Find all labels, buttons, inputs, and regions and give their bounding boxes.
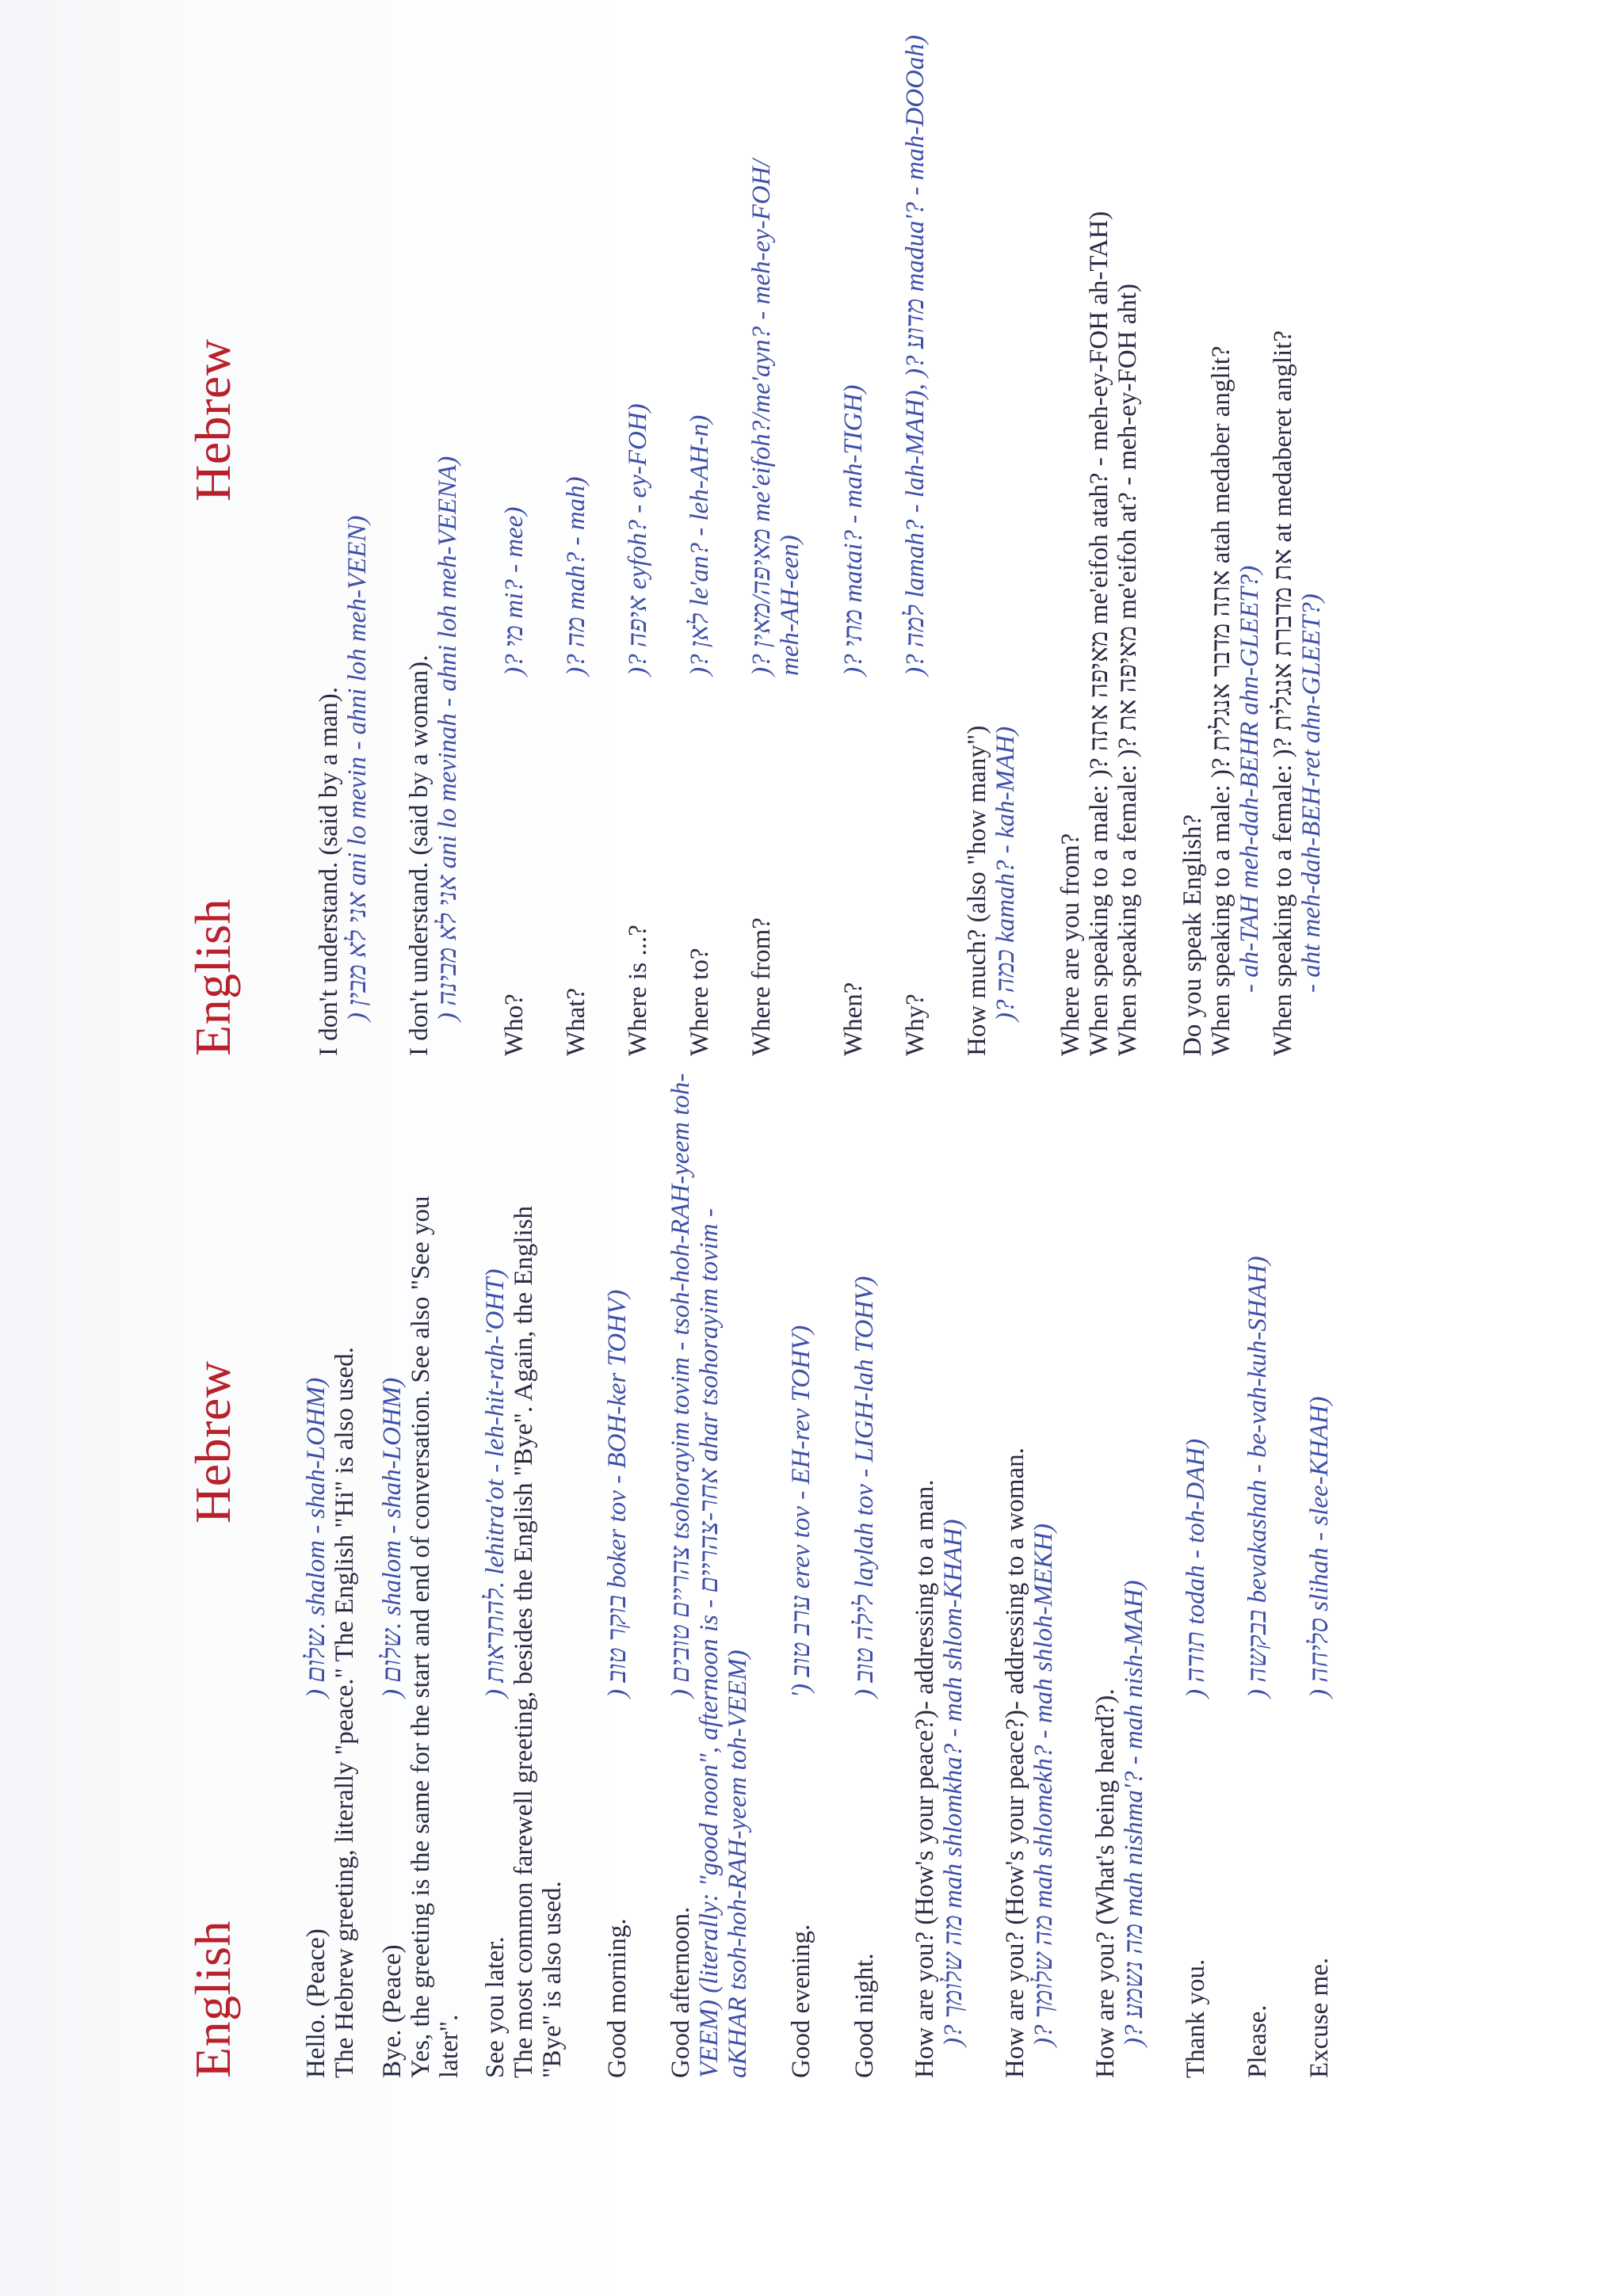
hebrew-phrase: - ah-TAH meh-dah-BEHR ahn-GLEET?) (1235, 565, 1264, 993)
hebrew-phrase: )? מי mi? - mee) (500, 506, 529, 676)
english-phrase: Where to? (685, 948, 714, 1056)
phrase-column-right (0, 35, 1623, 1056)
phrase-row (850, 1276, 880, 2078)
hebrew-phrase: ) להתראות. lehitra'ot - leh-hit-rah-'OHT) (481, 1268, 510, 1698)
hebrew-phrase: ') ערב טוב erev tov - EH-rev TOHV) (787, 1325, 815, 1698)
english-phrase: Why? (901, 994, 930, 1056)
phrase-row (685, 414, 715, 1057)
hebrew-phrase: )? מה שלומך mah shlomkha? - mah shlom-KHAH) (939, 1519, 968, 2046)
phrase-note: "Bye" is also used. (538, 1881, 567, 2078)
phrase-row (561, 476, 591, 1056)
hebrew-phrase: )? לאן le'an? - leh-AH-n) (685, 414, 714, 676)
hebrew-phrase: ) לילה טוב laylah tov - LIGH-lah TOHV) (850, 1276, 879, 1698)
hebrew-phrase: )? מתי matai? - mah-TIGH) (839, 384, 868, 676)
hebrew-phrase: )? מה נשמע mah nishma'? - mah nish-MAH) (1120, 1580, 1148, 2046)
phrase-row (602, 1289, 632, 2078)
hebrew-phrase: )? מה mah? - mah) (562, 476, 590, 676)
phrase-note: aKHAR tsoh-hoh-RAH-yeem toh-VEEM) (724, 1650, 752, 2078)
phrase-row (838, 384, 869, 1056)
phrase-note: When speaking to a female: )? את מדברת אנגלית at medaberet anglit? (1269, 330, 1297, 1056)
hebrew-phrase: )? מה שלומך mah shlomekh? - mah shloh-MEKH) (1029, 1524, 1058, 2046)
phrase-row (1304, 1396, 1335, 2078)
english-phrase: Excuse me. (1305, 1957, 1334, 2078)
phrase-note: later". (435, 2014, 464, 2078)
phrase-note: How are you? (How's your peace?)- addressing to a woman. (1001, 1447, 1029, 2078)
english-phrase: Good afternoon. (666, 1906, 695, 2078)
heading-hebrew-right: Hebrew (185, 338, 241, 502)
hebrew-phrase: ) סליחה slihah - slee-KHAH) (1305, 1396, 1334, 1698)
phrase-row (480, 1268, 510, 2078)
english-phrase: Where is ...? (624, 925, 652, 1056)
heading-hebrew-left: Hebrew (185, 1360, 241, 1524)
phrase-note: When speaking to a male: )? מאיפה אתה me'eifoh atah? - meh-ey-FOH ah-TAH) (1085, 211, 1113, 1056)
phrase-note: I don't understand. (said by a woman). (405, 654, 433, 1056)
phrase-note: Yes, the greeting is the same for the start and end of conversation. See also "See you (407, 1196, 435, 2078)
phrase-row (1181, 1438, 1211, 2078)
phrase-note: How are you? (How's your peace?)- addressing to a man. (911, 1479, 939, 2078)
phrase-note: When speaking to a male: )? אתה מדבר אנגלית atah medaber anglit? (1207, 345, 1235, 1056)
phrase-row (301, 1377, 331, 2078)
phrase-note: How much? (also "how many") (963, 725, 991, 1056)
hebrew-phrase: ) שלום. shalom - shah-LOHM) (302, 1377, 330, 1698)
hebrew-phrase: )? למה lamah? - lah-MAH), )? מדוע madua'? - mah-DOOah) (901, 35, 930, 676)
english-phrase: Please. (1243, 2004, 1272, 2078)
phrase-row (747, 159, 777, 1056)
phrase-row (499, 506, 529, 1056)
english-phrase: Where from? (747, 917, 776, 1056)
phrase-row (1243, 1256, 1273, 2078)
phrase-note: The Hebrew greeting, literally "peace." The English "Hi" is also used. (330, 1347, 359, 2078)
english-phrase: Who? (500, 994, 529, 1056)
heading-english-left: English (185, 1920, 241, 2078)
hebrew-phrase: ) צהריים טובים tsohorayim tovim - tsoh-hoh-RAH-yeem toh- (666, 1073, 695, 1698)
english-phrase: What? (562, 987, 590, 1056)
english-phrase: Bye. (Peace) (378, 1944, 407, 2078)
hebrew-phrase: ) בוקר טוב boker tov - BOH-ker TOHV) (603, 1289, 632, 1698)
phrase-row (786, 1325, 816, 2078)
hebrew-phrase: ) תודה todah - toh-DAH) (1182, 1438, 1210, 1698)
hebrew-phrase: )? מאיפה/מאין me'eifoh?/me'ayn? - meh-ey-FOH/ (747, 159, 776, 676)
heading-english-right: English (185, 898, 241, 1056)
phrase-row (623, 403, 653, 1056)
hebrew-phrase: )? איפה eyfoh? - ey-FOH) (624, 403, 652, 676)
hebrew-phrase: )? כמה kamah? - kah-MAH) (991, 726, 1020, 1021)
phrase-note: Do you speak English? (1178, 814, 1207, 1056)
phrase-note: Where are you from? (1056, 833, 1085, 1056)
phrase-note: How are you? (What's being heard?). (1091, 1688, 1120, 2078)
phrase-column-left (0, 1073, 1623, 2078)
english-phrase: See you later. (481, 1936, 510, 2078)
hebrew-phrase: ) אני לא מבינה ani lo mevinah - ahni loh meh-VEENA) (433, 456, 462, 1021)
english-phrase: Thank you. (1182, 1958, 1210, 2078)
phrase-note: The most common farewell greeting, besides the English "Bye". Again, the English (510, 1205, 538, 2078)
hebrew-phrase: ) שלום. shalom - shah-LOHM) (378, 1377, 407, 1698)
hebrew-phrase: meh-AH-een) (776, 535, 804, 676)
english-phrase: Good morning. (603, 1918, 632, 2078)
hebrew-phrase: ) אני לא מבין ani lo mevin - ahni loh meh-VEEN) (343, 515, 372, 1021)
phrase-note: I don't understand. (said by a man). (315, 687, 343, 1056)
phrase-note: When speaking to a female: )? מאיפה את me'eifoh at? - meh-ey-FOH aht) (1113, 284, 1142, 1056)
english-phrase: When? (839, 982, 868, 1056)
english-phrase: Good night. (850, 1953, 879, 2078)
phrase-row (666, 1073, 696, 2078)
phrase-row (900, 35, 930, 1056)
hebrew-phrase: - aht meh-dah-BEH-ret ahn-GLEET?) (1297, 593, 1326, 993)
phrase-row (377, 1377, 407, 2078)
phrase-note: VEEM) (literally: "good noon", afternoon is - אחר-צהריים ahar tsohorayim tovim - (695, 1208, 724, 2078)
english-phrase: Hello. (Peace) (302, 1928, 330, 2078)
hebrew-phrase: ) בבקשה bevakashah - be-vah-kuh-SHAH) (1243, 1256, 1272, 1698)
english-phrase: Good evening. (787, 1924, 815, 2078)
